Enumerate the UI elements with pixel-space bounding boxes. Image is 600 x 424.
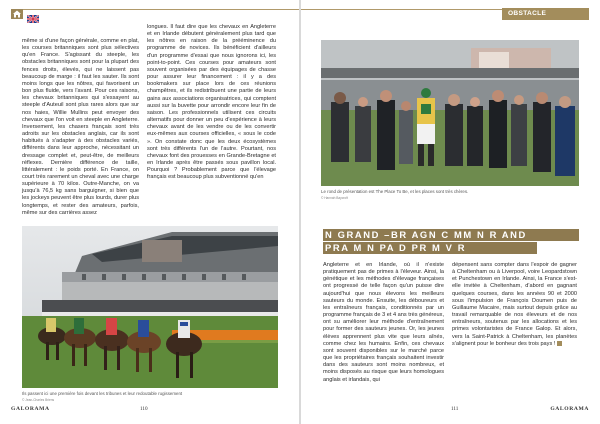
race-photo bbox=[22, 226, 278, 388]
body-column-1 bbox=[323, 262, 444, 384]
page-number: 110 bbox=[140, 406, 148, 412]
footer-brand: GALORAMA bbox=[11, 406, 50, 412]
end-mark-icon bbox=[557, 341, 562, 346]
column-text bbox=[452, 262, 577, 348]
parade-ring-photo bbox=[321, 40, 579, 186]
footer-left bbox=[11, 406, 161, 414]
footer-page-number bbox=[140, 406, 148, 414]
photo-caption: Le rond de présentation est The Place To Be, et les places sont très chères. bbox=[321, 189, 469, 194]
column-text: Angleterre et en Irlande, où il n'existe pratiquement pas de primes à l'éleveur. Ainsi, la génétique et les méthodes d'élevage françaises ont progressé de telle façon qu'un puisse dire aujourd'hui que nous élevons les meilleurs sauteurs du monde. Ensuite, les déboureurs et les entraîneurs français, conditionnés par un programme français de 3 et 4 ans très généreux, ont su améliorer leur méthode d'entraînement pour former des sauteurs jeunes. Or, les jeunes élèves apprennent plus vite que leurs aînés, comme chez les humains. Enfin, ces chevaux sont souvent disponibles sur le marché parce que les propriétaires français souhaitent investir dans des sauteurs sont moins nombreux, et moins disposés au risque que leurs homologues anglais et irlandais, qui bbox=[323, 262, 444, 383]
body-column-2 bbox=[452, 262, 577, 348]
footer-brand: GALORAMA bbox=[550, 406, 589, 412]
headline-line-1: N GRAND –BR AGN C MM N R AND bbox=[323, 229, 579, 241]
article-headline bbox=[323, 229, 579, 255]
uk-flag-icon[interactable] bbox=[27, 10, 39, 18]
body-column-2 bbox=[147, 24, 276, 181]
column-text-content: dépensent sans compter dans l'espoir de gagner à Cheltenham ou à Liverpool, voire Leopardstown et Punchestown en Irlande. Ainsi, la France s'est-elle invitée à Cheltenham, d'abord en gagnant quelques courses, dans les années 90 et 2000 sous l'impulsion de François Doumen puis de Guillaume Macaire, mais surtout depuis grâce au travail remarquable de nos éleveurs et de nos entraîneurs, soutenus par les allocations et les primes volontaristes de France Galop. Et alors, vers la Saint-Patrick à Cheltenham, les planètes s'alignent pour le bonheur des trois pays ! bbox=[452, 262, 577, 347]
top-rule bbox=[11, 9, 299, 21]
photo-credit: © Hannah Baycroft bbox=[321, 196, 348, 200]
footer-page-number bbox=[451, 406, 458, 414]
column-text: longues. Il faut dire que les chevaux en Angleterre et en Irlande débutent généralement plus tard que les nôtres en raison de la prééminence du programme de novices. Ils bénéficient d'ailleurs d'un programme d'essai que nous ignorons ici, les point-to-point. Ces courses pour amateurs sont souvent organisées par des équipages de chasse pour assurer leur financement : il y a des bookmakers sur place lors de ces réunions champêtres, et ils redistribuent une partie de leurs gains aux associations organisatrices, qui comptent aussi sur la buvette pour arrondir encore leur fin de saison. Les professionnels utilisent ces circuits alternatifs pour donner un peu d'expérience à leurs chevaux avant de les vendre ou de les convertir eux-mêmes aux courses officielles, « sous le code ». On constate donc que les deux écosystèmes sont très différents l'un de l'autre. Pourtant, nos chevaux font des prouesses en Grande-Bretagne et en Irlande après être passés sous pavillon local. Pourquoi ? Probablement parce que l'élevage français est beaucoup plus subventionné qu'en bbox=[147, 24, 276, 181]
left-page bbox=[0, 0, 299, 424]
page-number: 111 bbox=[451, 406, 459, 412]
footer-right bbox=[550, 406, 589, 414]
photo-caption: Ils passent ici une première fois devant les tribunes et leur redoutable rugissement bbox=[22, 391, 183, 396]
body-column-1 bbox=[22, 38, 139, 217]
photo-credit: © Jean-Charles Briens bbox=[22, 398, 55, 402]
column-text: même si d'une façon générale, comme en plat, les courses britanniques sont plus sélectives qu'en France. S'agissant du steeple, les obstacles britanniques sont pour la plupart des fences droits, élevés, qui ne laissent pas beaucoup de marge : il faut les sauter. Ils sont moins longs que les nôtres, qui favorisent un bon plus fluide, vers l'avant. Pour ces raisons, les chevaux britanniques qui s'essayent au steeple d'Auteuil sont plus rares alors que sur nos haies, Willie Mullins peut envoyer des chevaux que l'on voit en steeple en Angleterre. Inversement, les chasers français sont très adroits sur les obstacles anglais, car ils sont habitués à s'adapter à des obstacles variés, différents dans leur approche, nécessitant un dressage complet et, peut-être, de meilleurs réflexes. Dernière différence de taille, littéralement : le poids porté. En France, on court très rarement un cheval avec une charge supérieure à 70 kilos. Outre-Manche, on va jusqu'à 76,5 kg sans barguigner, si bien que les jockeys peuvent être plus lourds, durer plus longtemps, et rester des amateurs, parfois, même sur des carrières assez bbox=[22, 38, 139, 216]
right-page bbox=[301, 0, 600, 424]
headline-line-2: PRA M N PA D PR M V R bbox=[323, 242, 537, 254]
section-tag: OBSTACLE bbox=[502, 8, 589, 20]
home-icon[interactable] bbox=[11, 9, 23, 19]
